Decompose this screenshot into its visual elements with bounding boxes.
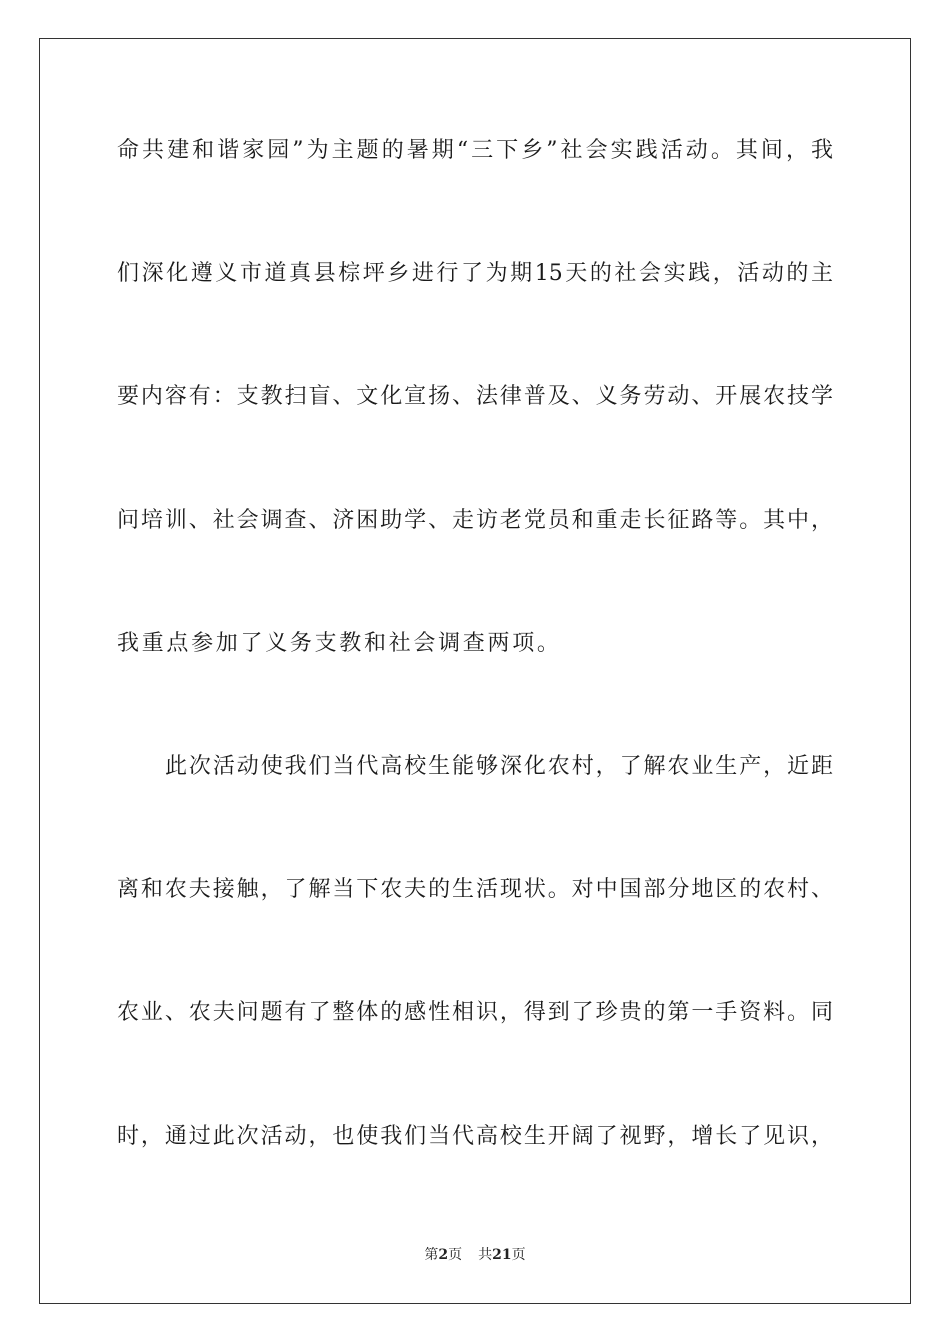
body-text-line: 命共建和谐家园”为主题的暑期“三下乡”社会实践活动。其间，我 xyxy=(117,138,833,163)
page-footer xyxy=(0,1245,950,1265)
total-label-prefix: 共 xyxy=(478,1247,493,1263)
body-text-line: 农业、农夫问题有了整体的感性相识，得到了珍贵的第一手资料。同 xyxy=(117,1000,833,1025)
page-border xyxy=(39,38,911,1304)
total-page-count: 21 xyxy=(492,1247,512,1263)
page-label-prefix: 第 xyxy=(424,1247,439,1263)
paragraph-first-line: 此次活动使我们当代高校生能够深化农村，了解农业生产，近距 xyxy=(165,754,833,779)
body-text-line: 离和农夫接触，了解当下农夫的生活现状。对中国部分地区的农村、 xyxy=(117,877,833,902)
body-text-line: 时，通过此次活动，也使我们当代高校生开阔了视野，增长了见识， xyxy=(117,1124,833,1149)
body-text-line: 问培训、社会调查、济困助学、走访老党员和重走长征路等。其中， xyxy=(117,508,833,533)
body-text-line: 们深化遵义市道真县棕坪乡进行了为期15天的社会实践，活动的主 xyxy=(117,261,833,286)
total-label-suffix: 页 xyxy=(511,1247,526,1263)
current-page-number: 2 xyxy=(438,1247,449,1263)
body-text-line: 要内容有：支教扫盲、文化宣扬、法律普及、义务劳动、开展农技学 xyxy=(117,384,833,409)
page-label-suffix: 页 xyxy=(448,1247,463,1263)
body-text-line: 我重点参加了义务支教和社会调查两项。 xyxy=(117,631,562,656)
